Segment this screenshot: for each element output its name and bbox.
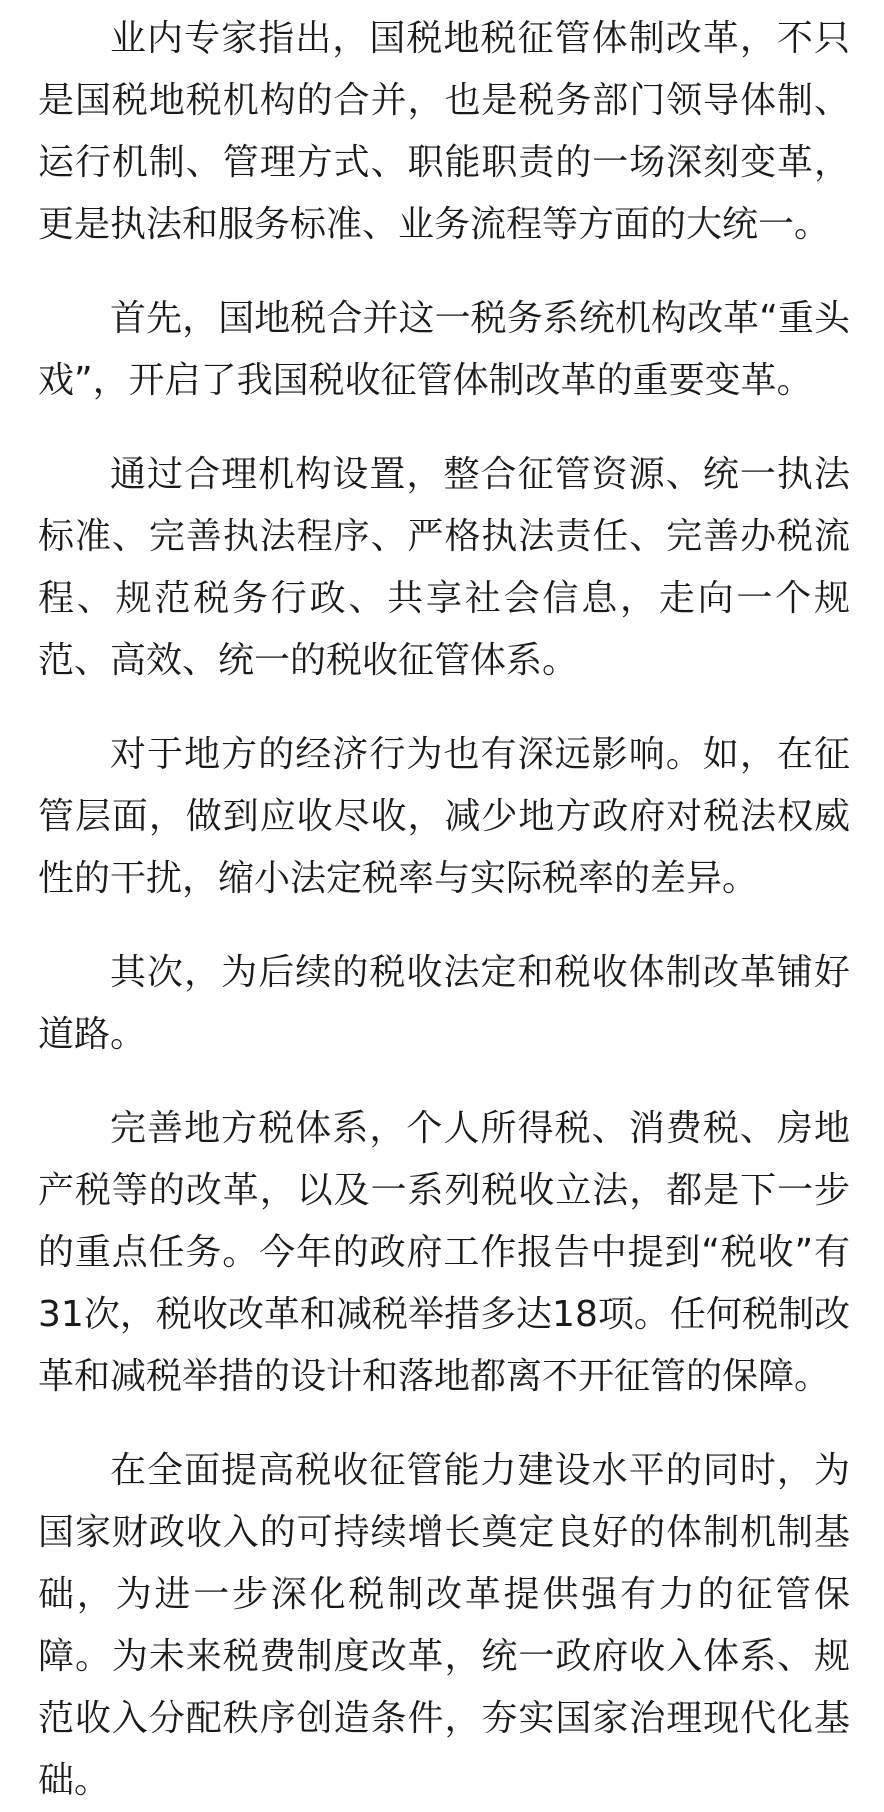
paragraph-4: 对于地方的经济行为也有深远影响。如，在征管层面，做到应收尽收，减少地方政府对税法权威性的干扰，缩小法定税率与实际税率的差异。 <box>38 734 850 899</box>
paragraph-7: 在全面提高税收征管能力建设水平的同时，为国家财政收入的可持续增长奠定良好的体制机制基础，为进一步深化税制改革提供强有力的征管保障。为未来税费制度改革，统一政府收入体系、规范收入分配秩序创造条件，夯实国家治理现代化基础。 <box>38 1450 850 1801</box>
paragraph-5: 其次，为后续的税收法定和税收体制改革铺好道路。 <box>38 952 850 1055</box>
paragraph-3: 通过合理机构设置，整合征管资源、统一执法标准、完善执法程序、严格执法责任、完善办税流程、规范税务行政、共享社会信息，走向一个规范、高效、统一的税收征管体系。 <box>38 454 850 681</box>
paragraph-1: 业内专家指出，国税地税征管体制改革，不只是国税地税机构的合并，也是税务部门领导体制、运行机制、管理方式、职能职责的一场深刻变革，更是执法和服务标准、业务流程等方面的大统一。 <box>38 18 850 245</box>
paragraph-6: 完善地方税体系，个人所得税、消费税、房地产税等的改革，以及一系列税收立法，都是下一步的重点任务。今年的政府工作报告中提到“税收”有31次，税收改革和减税举措多达18项。任何税制改革和减税举措的设计和落地都离不开征管的保障。 <box>38 1108 850 1397</box>
article-body <box>38 8 850 1812</box>
paragraph-2: 首先，国地税合并这一税务系统机构改革“重头戏”，开启了我国税收征管体制改革的重要变革。 <box>38 298 850 401</box>
